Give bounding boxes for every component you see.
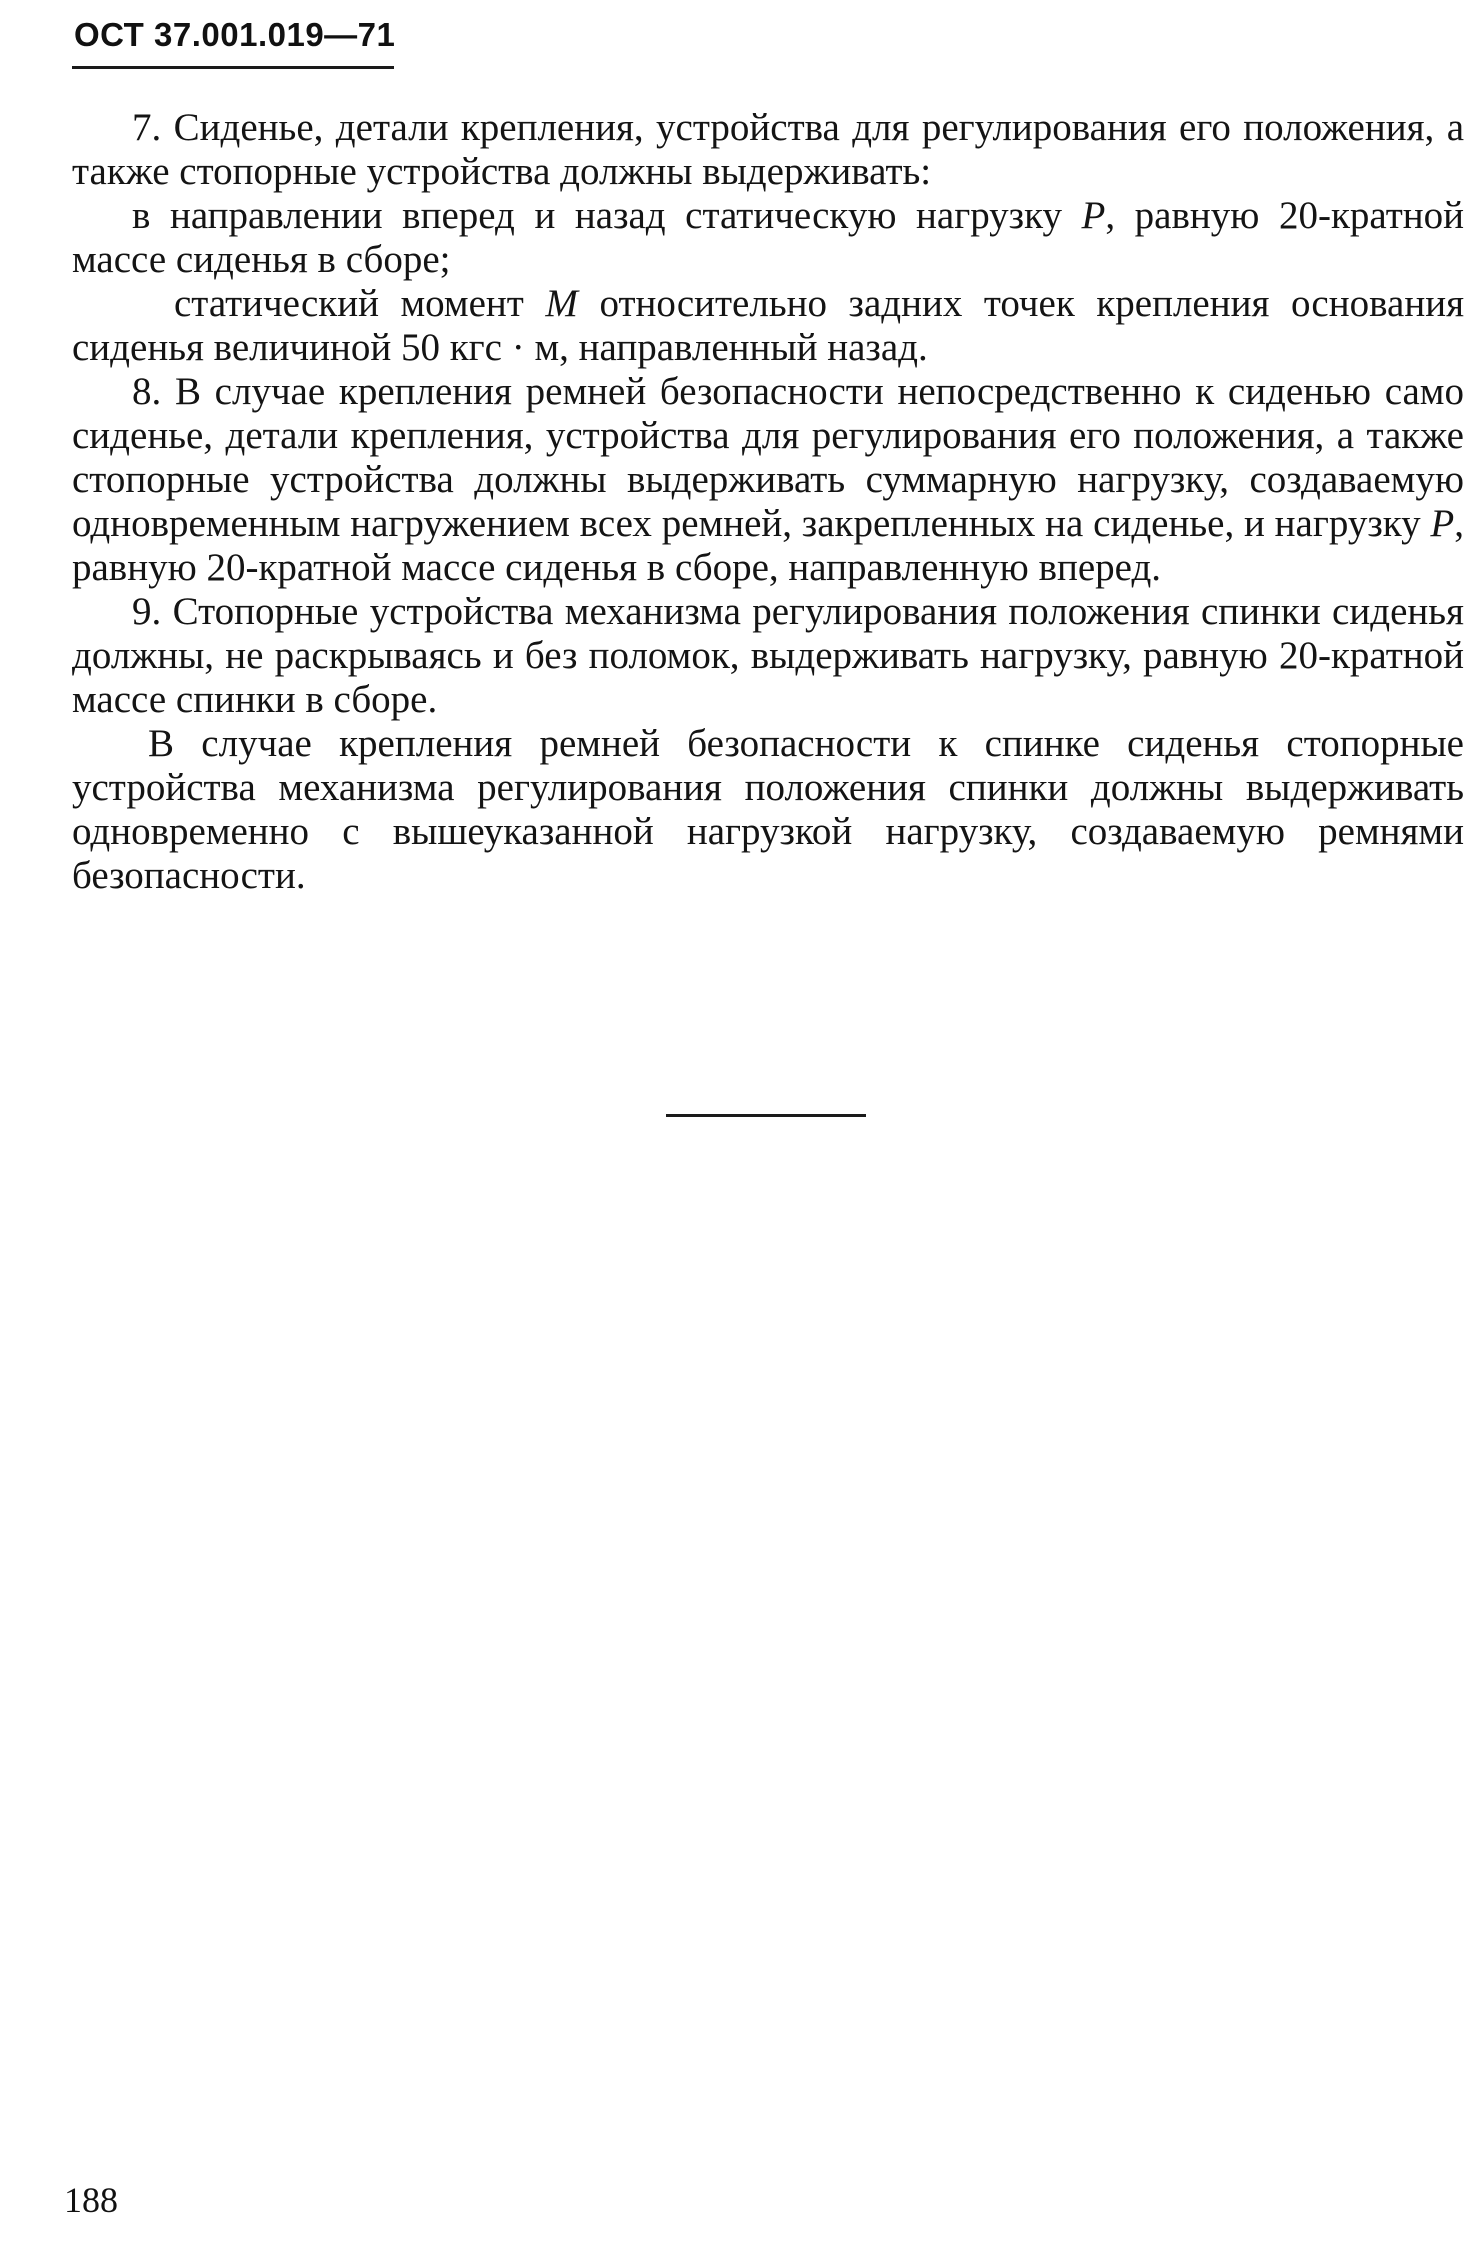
paragraph-9-backrest [72, 722, 1464, 898]
paragraph-9-text: 9. Стопорные устройства механизма регулирования положения спинки сиденья должны, не раскрываясь и без поломок, выдерживать нагрузку, равную 20-кратной массе спинки в сборе. [72, 590, 1464, 721]
paragraph-7-intro [72, 106, 1464, 194]
paragraph-7-moment-text-a: статический момент [174, 282, 524, 325]
paragraph-8 [72, 370, 1464, 590]
paragraph-7-moment-text-b: относительно задних точек крепления основания сиденья величиной 50 кгс · м, направленный назад. [72, 282, 1465, 369]
paragraph-7-load-text-b: , равную 20-кратной массе сиденья в сборе; [72, 194, 1464, 281]
document-code: ОСТ 37.001.019—71 [74, 16, 396, 53]
document-body [72, 106, 1464, 898]
paragraph-8-text-a: 8. В случае крепления ремней безопасности непосредственно к сиденью само сиденье, детали крепления, устройства для регулирования его положения, а также стопорные устройства должны выдерживать суммарную нагрузку, создаваемую одновременным нагружением всех ремней, закрепленных на сиденье, и нагрузку [72, 370, 1464, 545]
paragraph-7-intro-text: 7. Сиденье, детали крепления, устройства для регулирования его положения, а также стопорные устройства должны выдерживать: [72, 106, 1464, 193]
paragraph-8-text-b: , равную 20-кратной массе сиденья в сборе, направленную вперед. [72, 502, 1464, 589]
header-underline [72, 66, 394, 69]
variable-p: P [1081, 194, 1106, 237]
paragraph-7-moment [72, 282, 1464, 370]
page-number: 188 [64, 2180, 118, 2220]
paragraph-7-load-text-a: в направлении вперед и назад статическую нагрузку [132, 194, 1062, 237]
paragraph-9-backrest-text: В случае крепления ремней безопасности к спинке сиденья стопорные устройства механизма регулирования положения спинки должны выдерживать одновременно с вышеуказанной нагрузкой нагрузку, создаваемую ремнями безопасности. [72, 722, 1464, 897]
variable-m: M [545, 282, 578, 325]
variable-p: P [1430, 502, 1455, 545]
paragraph-9 [72, 590, 1464, 722]
paragraph-7-load [72, 194, 1464, 282]
end-of-section-rule [666, 1114, 866, 1117]
